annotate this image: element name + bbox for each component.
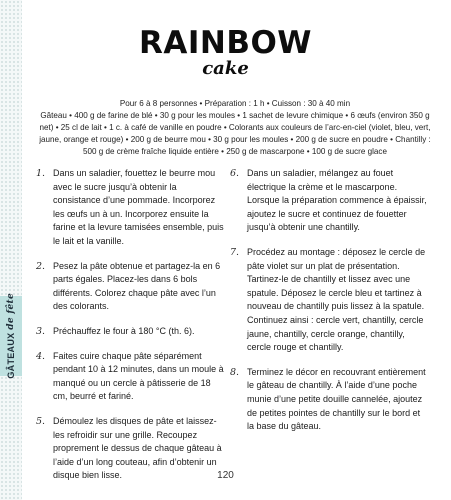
ingredients-list: Gâteau • 400 g de farine de blé • 30 g pour les moules • 1 sachet de levure chimique • 6 œufs (environ 350 g net) • 25 cl de lait • 1 c. à café de vanille en poudre • Colorants aux couleurs de l’arc-en-ciel (violet, bleu, vert, jaune, orange et rouge) • 200 g de beurre mou • 30 g pour les moules • 200 g de sucre en poudre • Chantilly : 500 g de crème fraîche liquide entière • 250 g de mascarpone • 100 g de sucre glace	[39, 111, 431, 156]
chapter-name: GÂTEAUX	[6, 332, 16, 379]
step-text: Pesez la pâte obtenue et partagez-la en 6 parts égales. Placez-les dans 6 bols différents. Colorez chaque pâte avec l’un des colorants.	[53, 260, 221, 312]
chapter-name-sub: de fête	[6, 293, 16, 330]
recipe-step	[36, 350, 224, 404]
step-text: Procédez au montage : déposez le cercle de pâte violet sur un plat de présentation. Tartinez-le de chantilly et lissez avec une spatule. Déposez le cercle bleu et tartinez à nouveau de chantilly puis lissez à la spatule. Continuez ainsi : cercle vert, chantilly, cercle jaune, chantilly, cercle orange, chantilly, cercle rouge et chantilly.	[247, 246, 426, 353]
chapter-side-tab	[0, 293, 22, 379]
recipe-step	[36, 260, 224, 314]
recipe-step	[36, 167, 224, 249]
recipe-step	[230, 246, 428, 355]
recipe-subtitle: cake	[202, 58, 249, 79]
recipe-step	[36, 325, 224, 339]
step-number: 7.	[230, 246, 240, 258]
step-number: 4.	[36, 350, 46, 362]
recipe-info	[34, 98, 436, 158]
step-text: Démoulez les disques de pâte et laissez-les refroidir sur une grille. Recoupez proprement le dessus de chaque gâteau à l’aide d’un long couteau, afin d’obtenir un disque bien lisse.	[53, 415, 222, 481]
chapter-side-tab-label	[6, 293, 16, 379]
recipe-title: RAINBOW	[138, 25, 313, 61]
recipe-step	[230, 167, 428, 235]
step-number: 3.	[36, 325, 46, 337]
steps-column-left	[36, 167, 224, 494]
recipe-step	[230, 366, 428, 434]
step-number: 6.	[230, 168, 240, 179]
step-number: 8.	[230, 366, 240, 378]
step-text: Faites cuire chaque pâte séparément pendant 10 à 12 minutes, dans un moule à manqué ou un cercle à pâtisserie de 18 cm, beurré et fariné.	[53, 350, 224, 402]
step-text: Dans un saladier, mélangez au fouet électrique la crème et le mascarpone. Lorsque la préparation commence à épaissir, ajoutez le sucre et continuez de fouetter jusqu’à obtenir une chantilly.	[247, 168, 427, 233]
step-number: 2.	[36, 260, 46, 272]
step-text: Terminez le décor en recouvrant entièrement le gâteau de chantilly. À l’aide d’une poche munie d’une petite douille cannelée, ajoutez de petites pointes de chantilly sur le bord et la base du gâteau.	[247, 366, 426, 432]
page-number: 120	[217, 470, 234, 481]
step-number: 5.	[36, 415, 46, 427]
steps-column-right	[230, 167, 428, 445]
recipe-meta-line: Pour 6 à 8 personnes • Préparation : 1 h • Cuisson : 30 à 40 min	[119, 99, 351, 108]
step-text: Préchauffez le four à 180 °C (th. 6).	[53, 325, 195, 336]
step-text: Dans un saladier, fouettez le beurre mou avec le sucre jusqu’à obtenir la consistance d’une pommade. Incorporez les œufs un à un. Incorporez ensuite la farine et la levure tamisées ensemble, puis le lait et la vanille.	[53, 168, 224, 246]
step-number: 1.	[36, 168, 46, 179]
